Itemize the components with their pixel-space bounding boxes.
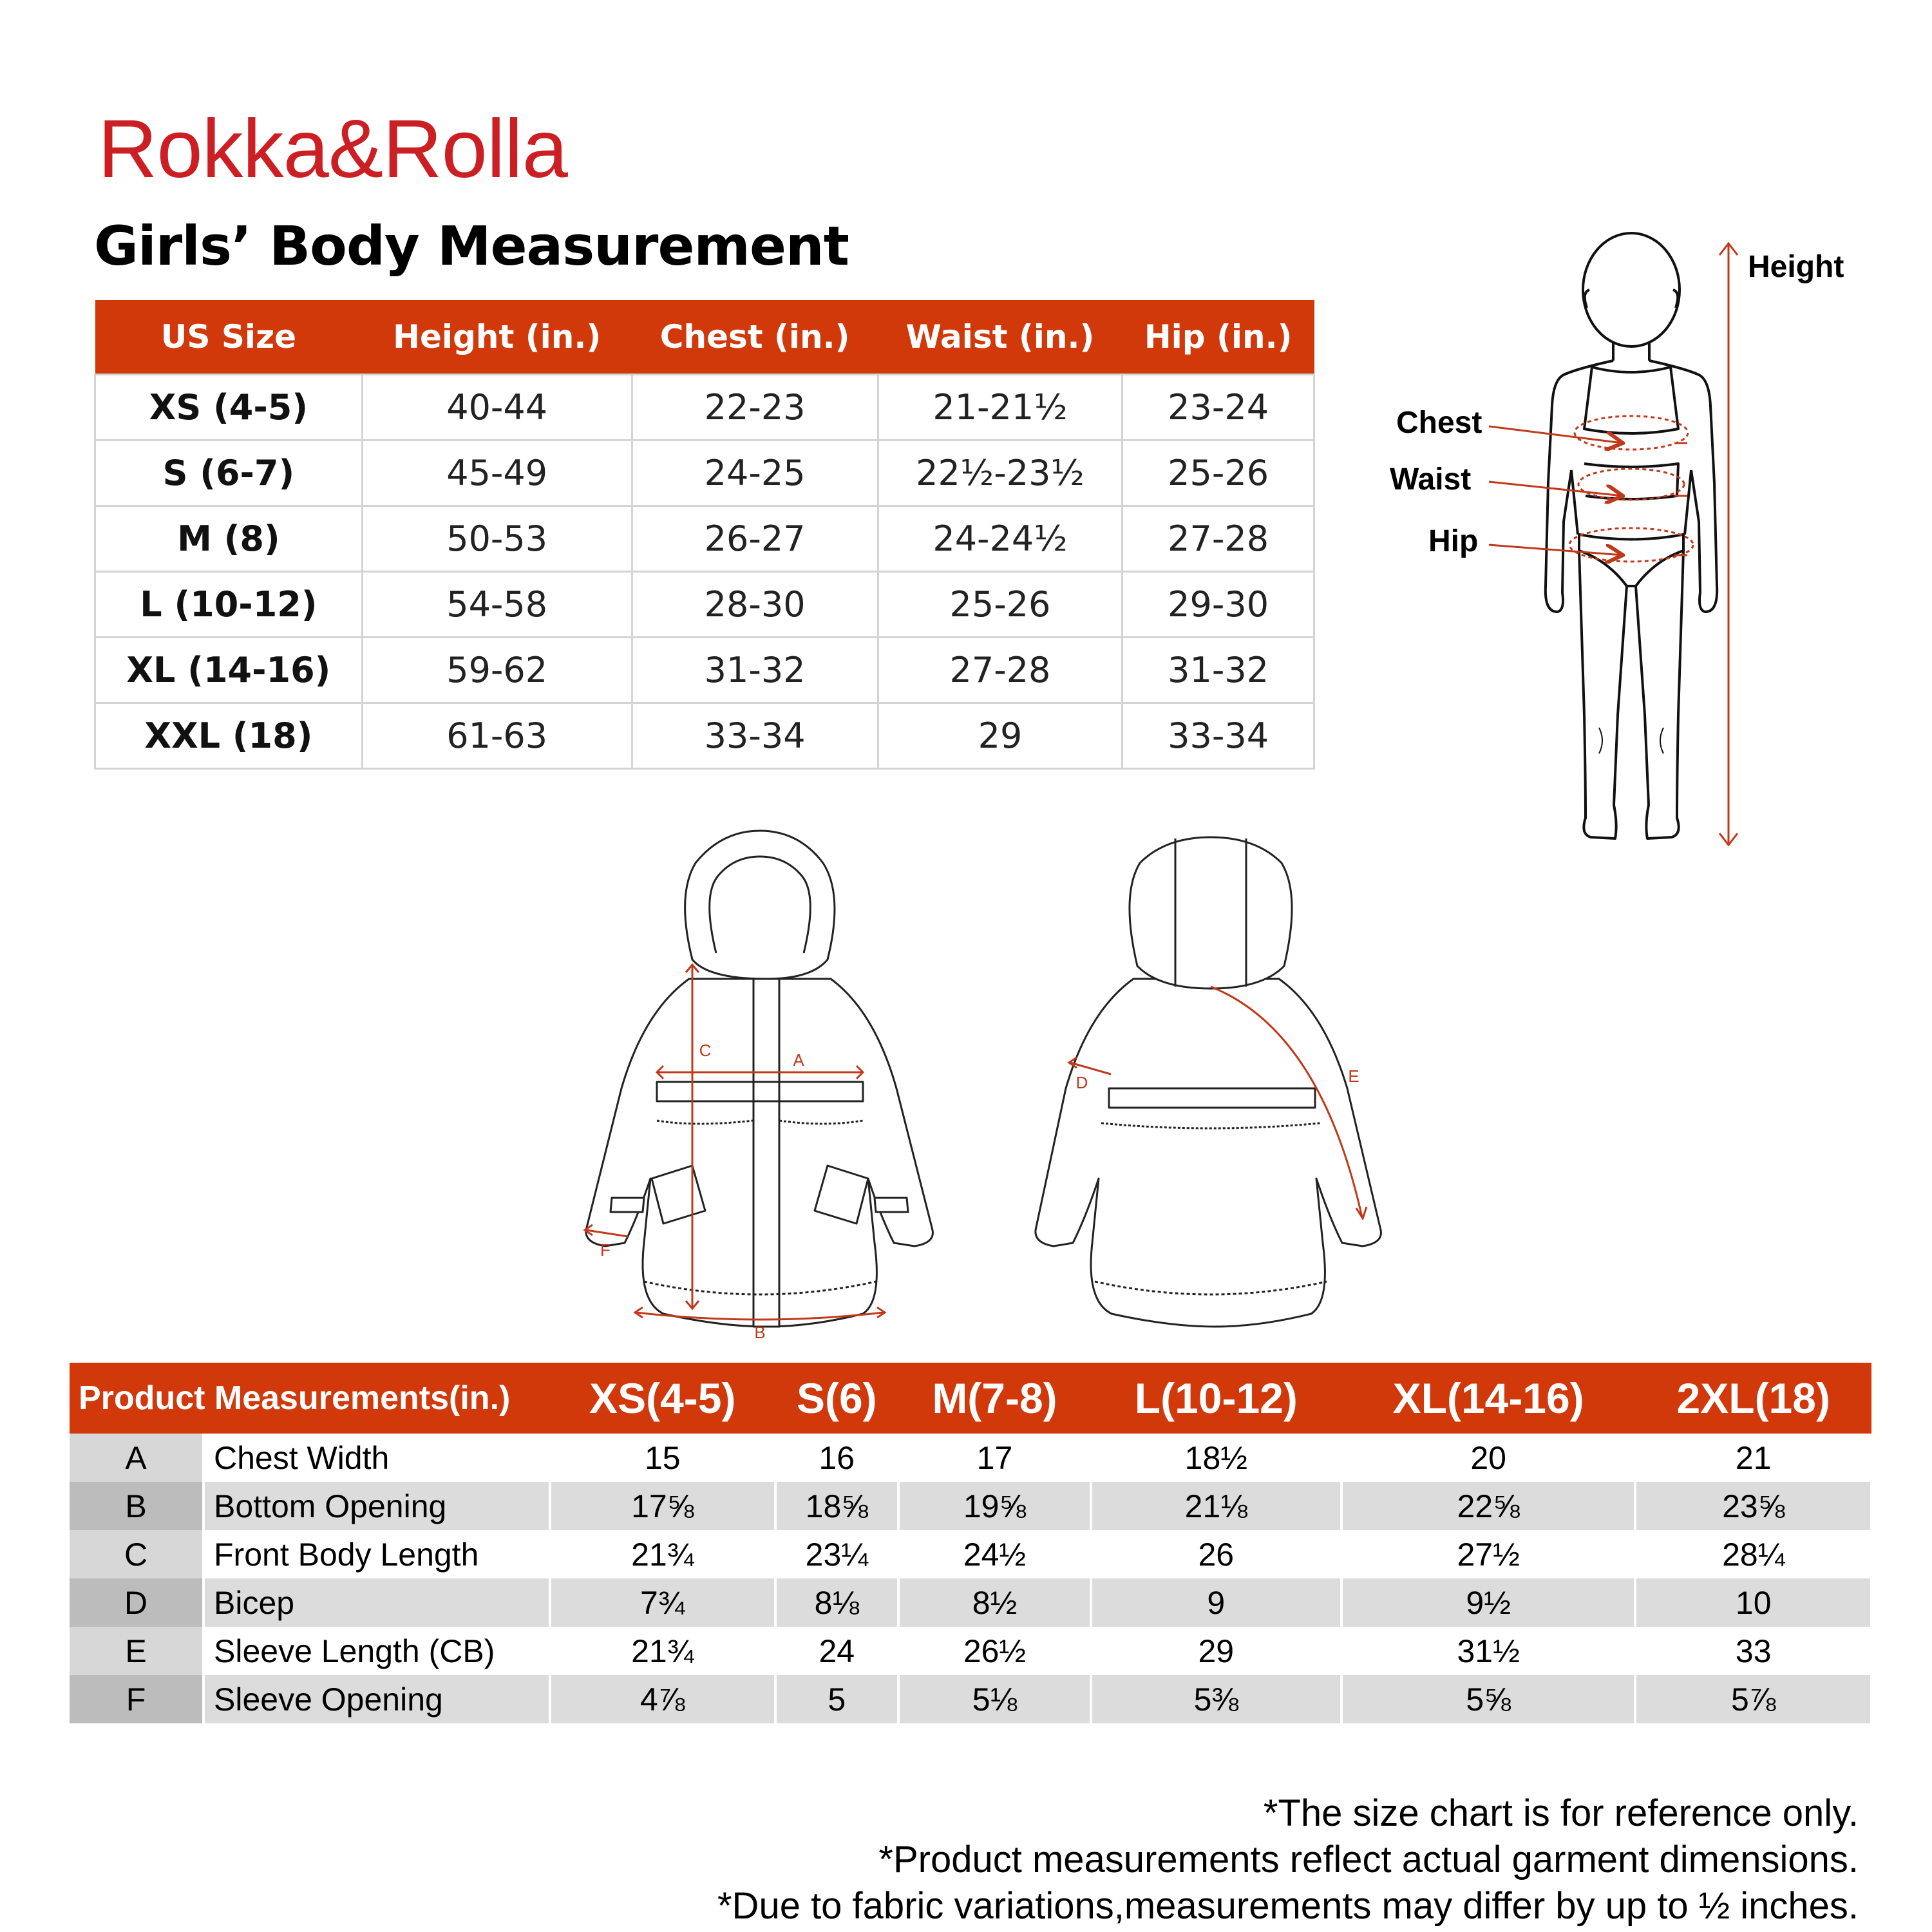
value-cell: 5 (775, 1675, 899, 1723)
hip-cell: 31-32 (1122, 638, 1314, 703)
value-cell: 21¾ (550, 1530, 775, 1578)
brand-logo: Rokka&Rolla (98, 103, 567, 195)
height-cell: 45-49 (362, 440, 632, 506)
header-size-xs: XS(4-5) (550, 1363, 775, 1434)
size-cell: XS (4-5) (95, 375, 363, 440)
value-cell: 29 (1091, 1627, 1341, 1675)
footnote-garment-dimensions: *Product measurements reflect actual garment dimensions. (878, 1839, 1859, 1880)
garment-technical-drawing (567, 818, 1404, 1352)
table-row (95, 375, 1314, 440)
table-row (70, 1530, 1871, 1578)
header-size-2xl: 2XL(18) (1635, 1363, 1871, 1434)
waist-cell: 29 (878, 703, 1122, 769)
waist-cell: 25-26 (878, 572, 1122, 638)
table-header-row (95, 300, 1314, 375)
measure-name: Bottom Opening (204, 1482, 550, 1530)
body-measurement-table (94, 300, 1315, 770)
height-cell: 61-63 (362, 703, 632, 769)
label-b: B (754, 1323, 766, 1342)
value-cell: 9 (1091, 1578, 1341, 1627)
value-cell: 28¼ (1635, 1530, 1871, 1578)
value-cell: 18½ (1091, 1434, 1341, 1482)
measure-code: F (70, 1675, 204, 1723)
table-row (70, 1482, 1871, 1530)
waist-cell: 24-24½ (878, 506, 1122, 572)
measure-name: Bicep (204, 1578, 550, 1627)
hip-cell: 27-28 (1122, 506, 1314, 572)
chest-cell: 26-27 (632, 506, 878, 572)
size-cell: S (6-7) (95, 440, 363, 506)
value-cell: 23¼ (775, 1530, 899, 1578)
value-cell: 27½ (1341, 1530, 1636, 1578)
header-product-measurements: Product Measurements(in.) (70, 1363, 550, 1434)
value-cell: 9½ (1341, 1578, 1636, 1627)
value-cell: 26½ (898, 1627, 1091, 1675)
value-cell: 26 (1091, 1530, 1341, 1578)
chest-cell: 33-34 (632, 703, 878, 769)
height-cell: 59-62 (362, 638, 632, 703)
header-size-xl: XL(14-16) (1341, 1363, 1636, 1434)
label-a: A (793, 1050, 804, 1070)
value-cell: 8⅛ (775, 1578, 899, 1627)
value-cell: 24 (775, 1627, 899, 1675)
label-d: D (1075, 1073, 1088, 1092)
header-size-l: L(10-12) (1091, 1363, 1341, 1434)
value-cell: 21 (1635, 1434, 1871, 1482)
hip-cell: 29-30 (1122, 572, 1314, 638)
value-cell: 31½ (1341, 1627, 1636, 1675)
table-row (70, 1627, 1871, 1675)
chest-label: Chest (1396, 406, 1482, 440)
header-hip: Hip (in.) (1122, 300, 1314, 375)
table-header-row (70, 1363, 1871, 1434)
value-cell: 22⅝ (1341, 1482, 1636, 1530)
table-row (70, 1578, 1871, 1627)
waist-cell: 27-28 (878, 638, 1122, 703)
value-cell: 4⅞ (550, 1675, 775, 1723)
hip-cell: 33-34 (1122, 703, 1314, 769)
measure-code: E (70, 1627, 204, 1675)
hip-cell: 25-26 (1122, 440, 1314, 506)
value-cell: 20 (1341, 1434, 1636, 1482)
value-cell: 19⅝ (898, 1482, 1091, 1530)
height-label: Height (1748, 250, 1844, 284)
table-row (95, 440, 1314, 506)
measure-code: C (70, 1530, 204, 1578)
hip-label: Hip (1428, 524, 1479, 558)
label-c: C (699, 1041, 712, 1060)
header-size-m: M(7-8) (898, 1363, 1091, 1434)
value-cell: 33 (1635, 1627, 1871, 1675)
height-cell: 50-53 (362, 506, 632, 572)
measure-code: B (70, 1482, 204, 1530)
chest-cell: 28-30 (632, 572, 878, 638)
header-size-s: S(6) (775, 1363, 899, 1434)
value-cell: 23⅝ (1635, 1482, 1871, 1530)
footnotes (717, 1790, 1859, 1929)
header-height: Height (in.) (362, 300, 632, 375)
value-cell: 5⅛ (898, 1675, 1091, 1723)
page-title: Girls’ Body Measurement (94, 214, 849, 278)
product-measurement-table (70, 1363, 1873, 1723)
value-cell: 5⅝ (1341, 1675, 1636, 1723)
value-cell: 5⅜ (1091, 1675, 1341, 1723)
table-row (70, 1675, 1871, 1723)
size-cell: M (8) (95, 506, 363, 572)
table-row (95, 572, 1314, 638)
measure-name: Chest Width (204, 1434, 550, 1482)
table-row (95, 506, 1314, 572)
value-cell: 24½ (898, 1530, 1091, 1578)
value-cell: 21¾ (550, 1627, 775, 1675)
chest-cell: 24-25 (632, 440, 878, 506)
table-row (95, 703, 1314, 769)
measure-name: Sleeve Length (CB) (204, 1627, 550, 1675)
label-f: F (600, 1240, 611, 1260)
value-cell: 17⅝ (550, 1482, 775, 1530)
header-us-size: US Size (95, 300, 363, 375)
value-cell: 10 (1635, 1578, 1871, 1627)
waist-label: Waist (1390, 462, 1472, 497)
value-cell: 16 (775, 1434, 899, 1482)
measure-code: A (70, 1434, 204, 1482)
value-cell: 17 (898, 1434, 1091, 1482)
chest-cell: 22-23 (632, 375, 878, 440)
size-cell: XL (14-16) (95, 638, 363, 703)
value-cell: 15 (550, 1434, 775, 1482)
value-cell: 5⅞ (1635, 1675, 1871, 1723)
table-row (95, 638, 1314, 703)
measure-code: D (70, 1578, 204, 1627)
height-cell: 54-58 (362, 572, 632, 638)
chest-cell: 31-32 (632, 638, 878, 703)
header-chest: Chest (in.) (632, 300, 878, 375)
size-cell: XXL (18) (95, 703, 363, 769)
value-cell: 21⅛ (1091, 1482, 1341, 1530)
hip-cell: 23-24 (1122, 375, 1314, 440)
header-waist: Waist (in.) (878, 300, 1122, 375)
table-row (70, 1434, 1871, 1482)
size-cell: L (10-12) (95, 572, 363, 638)
footnote-fabric-variation: *Due to fabric variations,measurements may differ by up to ½ inches. (717, 1885, 1859, 1927)
value-cell: 18⅝ (775, 1482, 899, 1530)
body-figure-illustration (1352, 225, 1868, 863)
value-cell: 7¾ (550, 1578, 775, 1627)
measure-name: Sleeve Opening (204, 1675, 550, 1723)
footnote-reference: *The size chart is for reference only. (1263, 1792, 1859, 1834)
measure-name: Front Body Length (204, 1530, 550, 1578)
label-e: E (1348, 1066, 1359, 1086)
waist-cell: 21-21½ (878, 375, 1122, 440)
height-cell: 40-44 (362, 375, 632, 440)
waist-cell: 22½-23½ (878, 440, 1122, 506)
value-cell: 8½ (898, 1578, 1091, 1627)
